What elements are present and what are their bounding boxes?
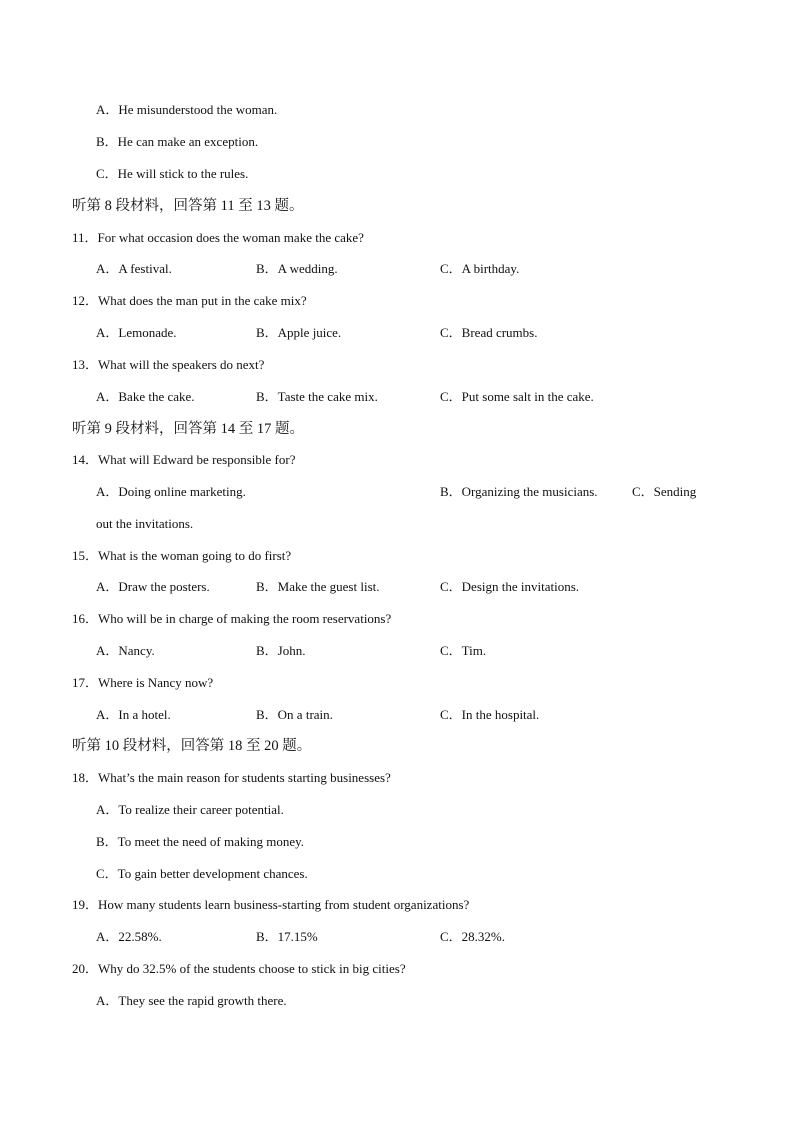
section-heading-text: 听第 9 段材料，回答第 14 至 17 题。 <box>72 421 304 437</box>
question-11 <box>0 222 794 254</box>
option-c: C．Bread crumbs. <box>440 325 538 340</box>
option-row <box>0 158 794 190</box>
option-b: B．To meet the need of making money. <box>96 834 305 849</box>
section-heading-8 <box>0 190 794 222</box>
option-b: B．A wedding. <box>256 261 338 276</box>
question-stem: 15．What is the woman going to do first? <box>72 548 292 563</box>
option-row <box>0 826 794 858</box>
question-16 <box>0 603 794 635</box>
option-a: A．To realize their career potential. <box>96 802 284 817</box>
question-stem: 14．What will Edward be responsible for? <box>72 452 296 467</box>
question-stem: 16．Who will be in charge of making the room reservations? <box>72 611 392 626</box>
option-a: A．Lemonade. <box>96 325 177 340</box>
option-c: C．Tim. <box>440 643 487 658</box>
option-a: A．Nancy. <box>96 643 155 658</box>
option-row <box>0 985 794 1017</box>
option-c: C．Design the invitations. <box>440 579 580 594</box>
option-a: A．In a hotel. <box>96 707 171 722</box>
option-c-continued: out the invitations. <box>96 516 194 531</box>
option-row <box>0 794 794 826</box>
option-a: A．Draw the posters. <box>96 579 210 594</box>
option-a: A．22.58%. <box>96 929 162 944</box>
question-17 <box>0 667 794 699</box>
section-heading-9 <box>0 413 794 445</box>
section-heading-text: 听第 8 段材料，回答第 11 至 13 题。 <box>72 198 304 214</box>
option-b: B．17.15% <box>256 929 318 944</box>
option-b: B．Apple juice. <box>256 325 342 340</box>
option-c: C．In the hospital. <box>440 707 540 722</box>
options-15 <box>0 571 794 603</box>
question-18 <box>0 762 794 794</box>
question-stem: 11．For what occasion does the woman make the cake? <box>72 230 364 245</box>
option-row <box>0 126 794 158</box>
question-19 <box>0 889 794 921</box>
option-a: A．Doing online marketing. <box>96 484 246 499</box>
section-heading-text: 听第 10 段材料，回答第 18 至 20 题。 <box>72 738 312 754</box>
question-13 <box>0 349 794 381</box>
options-13 <box>0 381 794 413</box>
option-a: A．They see the rapid growth there. <box>96 993 287 1008</box>
option-c: C．He will stick to the rules. <box>96 166 249 181</box>
question-stem: 13．What will the speakers do next? <box>72 357 265 372</box>
section-heading-10 <box>0 730 794 762</box>
options-12 <box>0 317 794 349</box>
option-row <box>0 858 794 890</box>
question-14 <box>0 444 794 476</box>
option-b: B．Organizing the musicians. <box>440 484 598 499</box>
option-b: B．He can make an exception. <box>96 134 259 149</box>
option-b: B．Taste the cake mix. <box>256 389 378 404</box>
options-16 <box>0 635 794 667</box>
option-c: C．Put some salt in the cake. <box>440 389 594 404</box>
question-stem: 19．How many students learn business-starting from student organizations? <box>72 897 470 912</box>
options-14-continued <box>0 508 794 540</box>
option-b: B．On a train. <box>256 707 333 722</box>
question-12 <box>0 285 794 317</box>
option-c: C．Sending <box>632 484 697 499</box>
option-a: A．He misunderstood the woman. <box>96 102 278 117</box>
question-stem: 20．Why do 32.5% of the students choose to stick in big cities? <box>72 961 406 976</box>
options-17 <box>0 699 794 731</box>
question-stem: 18．What’s the main reason for students starting businesses? <box>72 770 391 785</box>
option-b: B．Make the guest list. <box>256 579 380 594</box>
question-20 <box>0 953 794 985</box>
option-a: A．Bake the cake. <box>96 389 195 404</box>
option-c: C．A birthday. <box>440 261 520 276</box>
options-14 <box>0 476 794 508</box>
option-row <box>0 94 794 126</box>
option-a: A．A festival. <box>96 261 172 276</box>
options-11 <box>0 253 794 285</box>
option-b: B．John. <box>256 643 306 658</box>
question-stem: 17．Where is Nancy now? <box>72 675 214 690</box>
option-c: C．To gain better development chances. <box>96 866 308 881</box>
options-19 <box>0 921 794 953</box>
option-c: C．28.32%. <box>440 929 506 944</box>
question-stem: 12．What does the man put in the cake mix? <box>72 293 307 308</box>
question-15 <box>0 540 794 572</box>
